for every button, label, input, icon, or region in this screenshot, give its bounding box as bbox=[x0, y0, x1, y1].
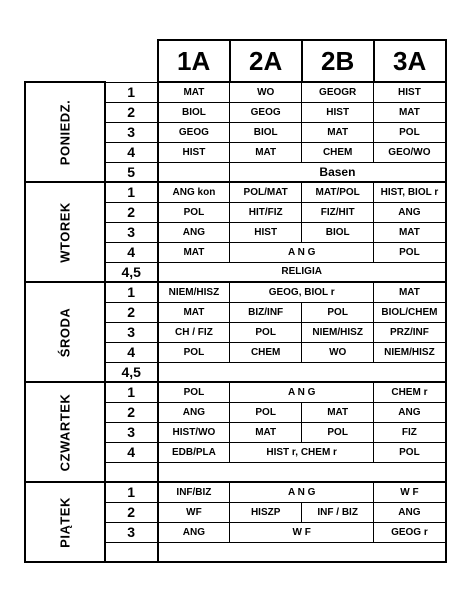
day-label: ŚRODA bbox=[57, 307, 73, 357]
subject-cell: Basen bbox=[230, 162, 446, 182]
subject-cell bbox=[158, 462, 446, 482]
subject-cell: MAT bbox=[302, 402, 374, 422]
subject-cell: HIST r, CHEM r bbox=[230, 442, 374, 462]
subject-cell: PRZ/INF bbox=[374, 322, 446, 342]
timetable-row bbox=[25, 182, 446, 202]
subject-cell: POL bbox=[374, 242, 446, 262]
subject-cell: W F bbox=[374, 482, 446, 502]
subject-cell: HIST bbox=[302, 102, 374, 122]
lesson-number: 3 bbox=[105, 122, 158, 142]
subject-cell: ANG bbox=[158, 402, 230, 422]
timetable bbox=[24, 39, 447, 563]
subject-cell: GEOG bbox=[158, 122, 230, 142]
subject-cell: A N G bbox=[230, 382, 374, 402]
lesson-number bbox=[105, 542, 158, 562]
lesson-number: 2 bbox=[105, 402, 158, 422]
subject-cell: POL bbox=[374, 442, 446, 462]
timetable-row bbox=[25, 82, 446, 102]
subject-cell: BIOL bbox=[302, 222, 374, 242]
lesson-number: 2 bbox=[105, 202, 158, 222]
lesson-number: 3 bbox=[105, 222, 158, 242]
class-header: 2A bbox=[230, 40, 302, 82]
subject-cell: GEO/WO bbox=[374, 142, 446, 162]
subject-cell: BIOL bbox=[158, 102, 230, 122]
subject-cell: POL/MAT bbox=[230, 182, 302, 202]
subject-cell: NIEM/HISZ bbox=[302, 322, 374, 342]
lesson-number bbox=[105, 462, 158, 482]
subject-cell: POL bbox=[302, 422, 374, 442]
lesson-number: 1 bbox=[105, 82, 158, 102]
lesson-number: 1 bbox=[105, 282, 158, 302]
subject-cell: INF/BIZ bbox=[158, 482, 230, 502]
subject-cell: MAT bbox=[230, 142, 302, 162]
lesson-number: 4 bbox=[105, 342, 158, 362]
subject-cell: HIT/FIZ bbox=[230, 202, 302, 222]
subject-cell: HIST bbox=[374, 82, 446, 102]
day-cell bbox=[25, 482, 105, 562]
subject-cell: MAT bbox=[158, 242, 230, 262]
subject-cell: CHEM bbox=[230, 342, 302, 362]
subject-cell: ANG kon bbox=[158, 182, 230, 202]
subject-cell: CHEM bbox=[302, 142, 374, 162]
timetable-body bbox=[25, 82, 446, 562]
lesson-number: 4 bbox=[105, 242, 158, 262]
lesson-number: 4 bbox=[105, 442, 158, 462]
subject-cell: ANG bbox=[158, 522, 230, 542]
subject-cell bbox=[158, 362, 446, 382]
subject-cell: INF / BIZ bbox=[302, 502, 374, 522]
header-row bbox=[25, 40, 446, 82]
lesson-number: 3 bbox=[105, 522, 158, 542]
day-label: PONIEDZ. bbox=[57, 99, 73, 165]
class-header: 1A bbox=[158, 40, 230, 82]
day-label: WTOREK bbox=[57, 201, 73, 263]
subject-cell: WO bbox=[302, 342, 374, 362]
header-corner-2 bbox=[105, 40, 158, 82]
day-label: CZWARTEK bbox=[57, 393, 73, 471]
subject-cell: HIST, BIOL r bbox=[374, 182, 446, 202]
subject-cell: POL bbox=[158, 202, 230, 222]
subject-cell: CH / FIZ bbox=[158, 322, 230, 342]
subject-cell: MAT bbox=[158, 82, 230, 102]
lesson-number: 1 bbox=[105, 382, 158, 402]
subject-cell: NIEM/HISZ bbox=[374, 342, 446, 362]
subject-cell: POL bbox=[302, 302, 374, 322]
lesson-number: 4,5 bbox=[105, 262, 158, 282]
subject-cell: GEOG bbox=[230, 102, 302, 122]
lesson-number: 2 bbox=[105, 302, 158, 322]
subject-cell: GEOG, BIOL r bbox=[230, 282, 374, 302]
header-corner bbox=[25, 40, 105, 82]
lesson-number: 5 bbox=[105, 162, 158, 182]
subject-cell: ANG bbox=[374, 402, 446, 422]
subject-cell: ANG bbox=[158, 222, 230, 242]
subject-cell: MAT bbox=[374, 222, 446, 242]
subject-cell: BIZ/INF bbox=[230, 302, 302, 322]
subject-cell: W F bbox=[230, 522, 374, 542]
subject-cell: A N G bbox=[230, 482, 374, 502]
subject-cell: MAT bbox=[374, 102, 446, 122]
subject-cell: HIST bbox=[230, 222, 302, 242]
subject-cell: BIOL/CHEM bbox=[374, 302, 446, 322]
subject-cell: MAT bbox=[302, 122, 374, 142]
lesson-number: 3 bbox=[105, 422, 158, 442]
day-cell bbox=[25, 382, 105, 482]
subject-cell: MAT bbox=[158, 302, 230, 322]
subject-cell: MAT bbox=[374, 282, 446, 302]
subject-cell: POL bbox=[230, 402, 302, 422]
subject-cell: EDB/PLA bbox=[158, 442, 230, 462]
subject-cell: FIZ bbox=[374, 422, 446, 442]
subject-cell: GEOG r bbox=[374, 522, 446, 542]
subject-cell: WF bbox=[158, 502, 230, 522]
subject-cell: HIST/WO bbox=[158, 422, 230, 442]
subject-cell: ANG bbox=[374, 502, 446, 522]
day-label: PIĄTEK bbox=[57, 496, 73, 548]
timetable-row bbox=[25, 482, 446, 502]
subject-cell: NIEM/HISZ bbox=[158, 282, 230, 302]
subject-cell: FIZ/HIT bbox=[302, 202, 374, 222]
subject-cell: POL bbox=[374, 122, 446, 142]
subject-cell: HISZP bbox=[230, 502, 302, 522]
subject-cell: MAT/POL bbox=[302, 182, 374, 202]
lesson-number: 4,5 bbox=[105, 362, 158, 382]
class-header: 3A bbox=[374, 40, 446, 82]
subject-cell bbox=[158, 542, 446, 562]
lesson-number: 4 bbox=[105, 142, 158, 162]
lesson-number: 2 bbox=[105, 502, 158, 522]
subject-cell: RELIGIA bbox=[158, 262, 446, 282]
timetable-row bbox=[25, 282, 446, 302]
lesson-number: 3 bbox=[105, 322, 158, 342]
subject-cell: BIOL bbox=[230, 122, 302, 142]
day-cell bbox=[25, 182, 105, 282]
timetable-row bbox=[25, 382, 446, 402]
subject-cell: GEOGR bbox=[302, 82, 374, 102]
subject-cell: WO bbox=[230, 82, 302, 102]
subject-cell: POL bbox=[230, 322, 302, 342]
subject-cell: MAT bbox=[230, 422, 302, 442]
subject-cell bbox=[158, 162, 230, 182]
subject-cell: HIST bbox=[158, 142, 230, 162]
subject-cell: ANG bbox=[374, 202, 446, 222]
lesson-number: 1 bbox=[105, 182, 158, 202]
subject-cell: CHEM r bbox=[374, 382, 446, 402]
subject-cell: POL bbox=[158, 342, 230, 362]
lesson-number: 2 bbox=[105, 102, 158, 122]
subject-cell: A N G bbox=[230, 242, 374, 262]
lesson-number: 1 bbox=[105, 482, 158, 502]
day-cell bbox=[25, 282, 105, 382]
day-cell bbox=[25, 82, 105, 182]
subject-cell: POL bbox=[158, 382, 230, 402]
class-header: 2B bbox=[302, 40, 374, 82]
